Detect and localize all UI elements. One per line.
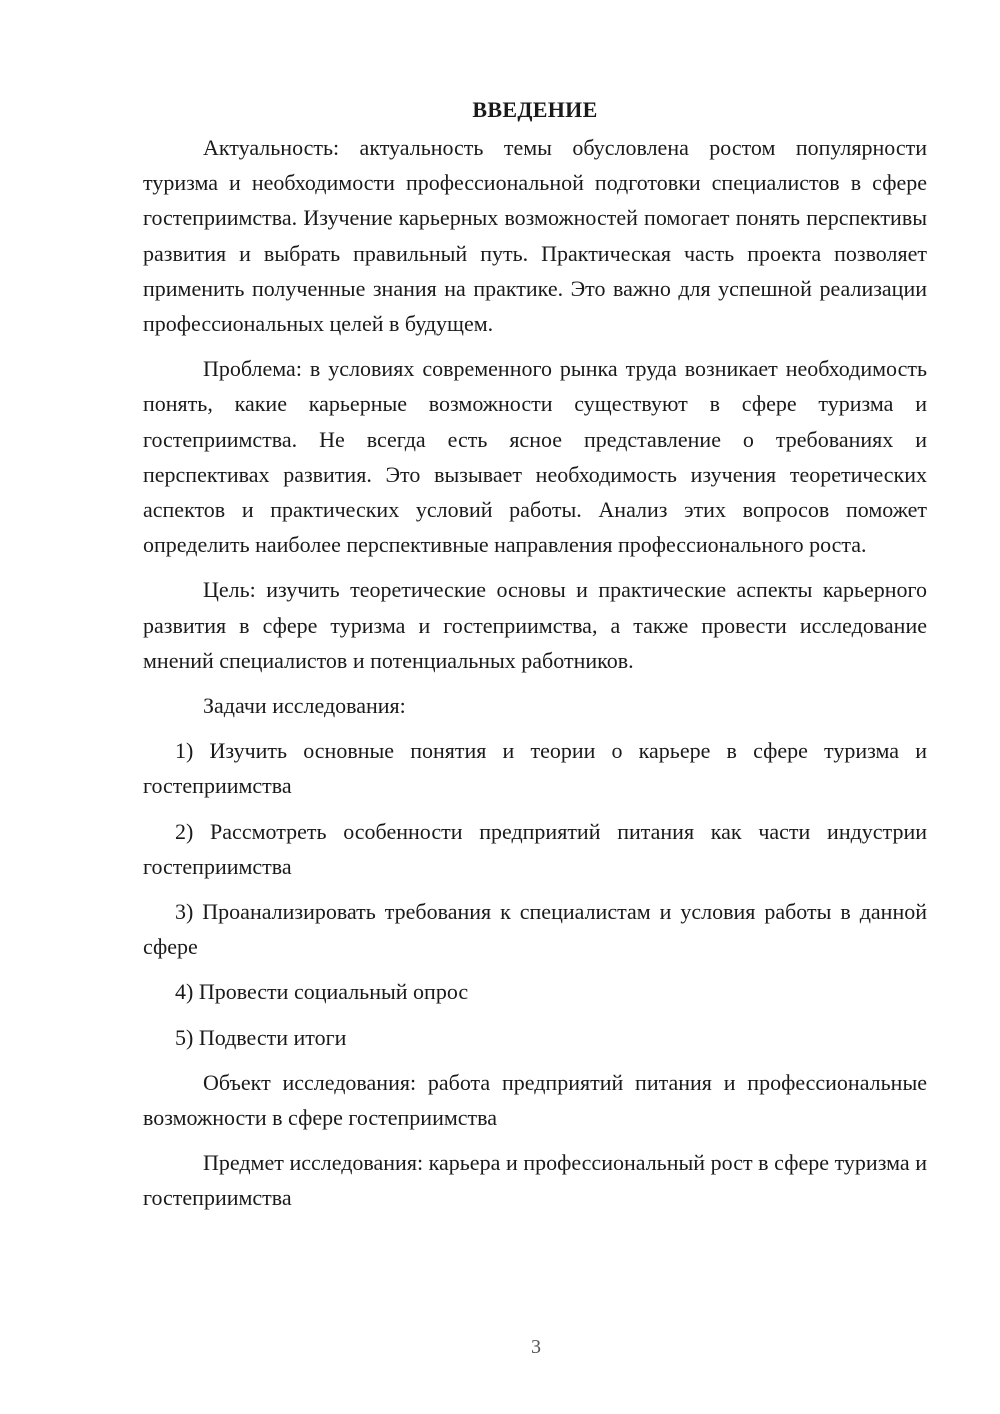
- research-object-paragraph: Объект исследования: работа предприятий питания и профессиональные возможности в сфере гостеприимства: [143, 1069, 927, 1131]
- goal-paragraph: Цель: изучить теоретические основы и практические аспекты карьерного развития в сфере туризма и гостеприимства, а также провести исследование мнений специалистов и потенциальных работников.: [143, 577, 927, 673]
- tasks-heading: Задачи исследования:: [203, 693, 406, 719]
- research-subject-paragraph: Предмет исследования: карьера и профессиональный рост в сфере туризма и гостеприимства: [143, 1150, 927, 1211]
- section-heading: ВВЕДЕНИЕ: [472, 97, 598, 122]
- relevance-paragraph: Актуальность: актуальность темы обусловлена ростом популярности туризма и необходимости профессиональной подготовки специалистов в сфере гостеприимства. Изучение карьерных возможностей помогает понять перспективы развития и выбрать правильный путь. Практическая часть проекта позволяет применить полученные знания на практике. Это важно для успешной реализации профессиональных целей в будущем.: [143, 135, 927, 337]
- problem-paragraph: Проблема: в условиях современного рынка труда возникает необходимость понять, какие карьерные возможности существуют в сфере туризма и гостеприимства. Не всегда есть ясное представление о требованиях и перспективах развития. Это вызывает необходимость изучения теоретических аспектов и практических условий работы. Анализ этих вопросов поможет определить наиболее перспективные направления профессионального роста.: [143, 356, 927, 558]
- task-item-2: 2) Рассмотреть особенности предприятий питания как части индустрии гостеприимства: [143, 818, 927, 879]
- task-item-3: 3) Проанализировать требования к специалистам и условия работы в данной сфере: [143, 899, 927, 960]
- page-number: 3: [531, 1336, 541, 1358]
- page-content: [143, 92, 927, 1226]
- task-item-1: 1) Изучить основные понятия и теории о карьере в сфере туризма и гостеприимства: [143, 738, 927, 799]
- task-item-5: 5) Подвести итоги: [175, 1024, 347, 1050]
- task-item-4: 4) Провести социальный опрос: [175, 979, 469, 1005]
